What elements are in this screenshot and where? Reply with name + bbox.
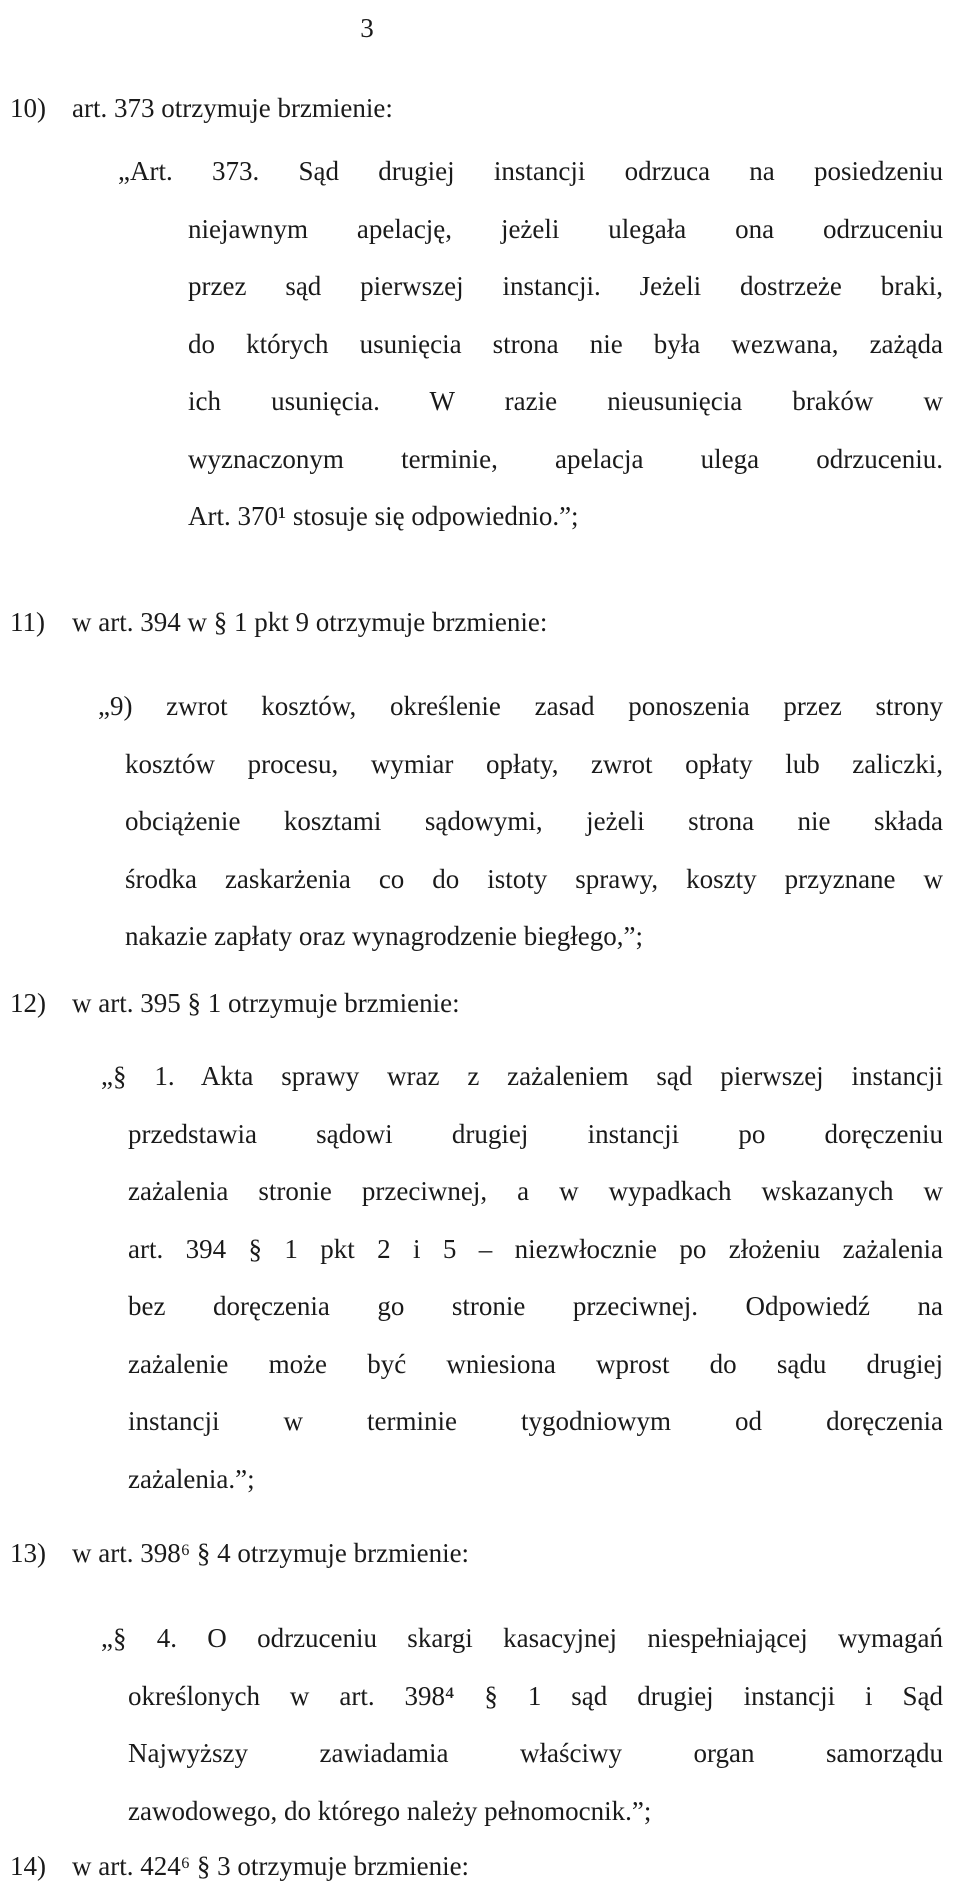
quote-line: do których usunięcia strona nie była wezwana, zażąda: [188, 328, 943, 359]
quote-line: instancji w terminie tygodniowym od doręczenia: [128, 1406, 943, 1436]
quote-line: „Art. 373. Sąd drugiej instancji odrzuca na posiedzeniu: [118, 156, 943, 186]
item-lead-text: art. 373 otrzymuje brzmienie:: [72, 93, 393, 123]
item-lead-text: w art. 398⁶ § 4 otrzymuje brzmienie:: [72, 1538, 470, 1568]
item-number: 11): [10, 607, 45, 637]
quote-line: „§ 4. O odrzuceniu skargi kasacyjnej niespełniającej wymagań: [101, 1623, 943, 1653]
quote-line: nakazie zapłaty oraz wynagrodzenie biegłego,”;: [125, 921, 643, 951]
quote-line: bez doręczenia go stronie przeciwnej. Odpowiedź na: [128, 1291, 943, 1321]
item-lead-text: w art. 424⁶ § 3 otrzymuje brzmienie:: [72, 1851, 470, 1881]
quote-line: przez sąd pierwszej instancji. Jeżeli dostrzeże braki,: [188, 271, 943, 301]
quote-line: Art. 370¹ stosuje się odpowiednio.”;: [188, 501, 579, 531]
quote-line: przedstawia sądowi drugiej instancji po doręczeniu: [128, 1118, 943, 1149]
quote-line: wyznaczonym terminie, apelacja ulega odrzuceniu.: [188, 443, 943, 474]
quote-line: art. 394 § 1 pkt 2 i 5 – niezwłocznie po złożeniu zażalenia: [128, 1233, 943, 1264]
quote-line: kosztów procesu, wymiar opłaty, zwrot opłaty lub zaliczki,: [125, 748, 943, 779]
quoted-provision: [118, 143, 943, 546]
quote-line: Najwyższy zawiadamia właściwy organ samorządu: [128, 1738, 943, 1768]
quoted-provision: [98, 678, 943, 966]
item-number: 14): [10, 1851, 46, 1881]
list-item: [10, 594, 547, 652]
quote-line: środka zaskarżenia co do istoty sprawy, koszty przyznane w: [125, 863, 943, 894]
quote-line: niejawnym apelację, jeżeli ulegała ona odrzuceniu: [188, 213, 943, 244]
quote-line: zażalenie może być wniesiona wprost do sądu drugiej: [128, 1348, 943, 1379]
list-item: [10, 1525, 469, 1583]
item-lead-text: w art. 395 § 1 otrzymuje brzmienie:: [72, 988, 460, 1018]
quote-line: „9) zwrot kosztów, określenie zasad ponoszenia przez strony: [98, 691, 943, 721]
item-lead-text: w art. 394 w § 1 pkt 9 otrzymuje brzmienie:: [72, 607, 548, 637]
list-item: [10, 1838, 469, 1896]
list-item: [10, 80, 393, 138]
quote-line: „§ 1. Akta sprawy wraz z zażaleniem sąd pierwszej instancji: [101, 1061, 943, 1091]
page-number: 3: [360, 13, 374, 43]
quote-line: określonych w art. 398⁴ § 1 sąd drugiej instancji i Sąd: [128, 1680, 943, 1711]
quoted-provision: [101, 1048, 943, 1508]
quote-line: zażalenia.”;: [128, 1463, 255, 1494]
quote-line: zażalenia stronie przeciwnej, a w wypadkach wskazanych w: [128, 1176, 943, 1206]
quote-line: zawodowego, do którego należy pełnomocnik.”;: [128, 1795, 652, 1826]
item-number: 13): [10, 1538, 46, 1568]
quote-line: obciążenie kosztami sądowymi, jeżeli strona nie składa: [125, 806, 943, 836]
item-number: 12): [10, 988, 46, 1018]
quoted-provision: [101, 1610, 943, 1840]
quote-line: ich usunięcia. W razie nieusunięcia braków w: [188, 386, 943, 416]
item-number: 10): [10, 93, 46, 123]
list-item: [10, 975, 460, 1033]
